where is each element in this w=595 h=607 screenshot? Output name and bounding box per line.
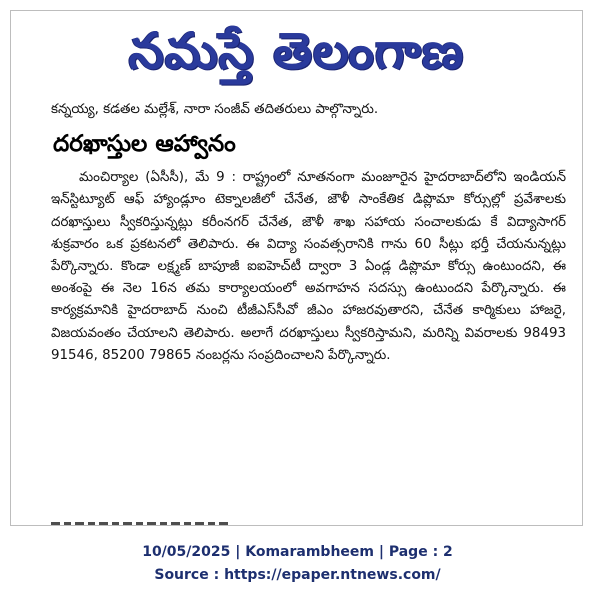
- previous-article-fragment: కన్నయ్య, కడతల మల్లేశ్, నారా సంజీవ్ తదితరులు పాల్గొన్నారు.: [51, 102, 379, 117]
- source-info: Source : https://epaper.ntnews.com/: [154, 567, 441, 583]
- edition-info: 10/05/2025 | Komarambheem | Page : 2: [142, 544, 453, 560]
- article-body: మంచిర్యాల (ఏసీసీ), మే 9 : రాష్ట్రంలో నూతనంగా మంజూరైన హైదరాబాద్‌లోని ఇండియన్ ఇన్‌స్టిట్యూట్ ఆఫ్ హ్యాండ్లూం టెక్నాలజీలో చేనేత, జౌళీ సాంకేతిక డిప్లొమా కోర్సుల్లో ప్రవేశాలకు దరఖాస్తులు స్వీకరిస్తున్నట్లు కరీంనగర్ చేనేత, జౌళీ శాఖ సహాయ సంచాలకుడు కే విద్యాసాగర్ శుక్రవారం ఒక ప్రకటనలో తెలిపారు. ఈ విద్యా సంవత్సరానికి గాను 60 సీట్లు భర్తీ చేయనున్నట్లు పేర్కొన్నారు. కొండా లక్ష్మణ్ బాపూజీ ఐఐహెచ్‌టీ ద్వారా 3 ఏండ్ల డిప్లొమా కోర్సు ఉంటుందని, ఈ అంశంపై ఈ నెల 16న తమ కార్యాలయంలో అవగాహన సదస్సు ఉంటుందని పేర్కొన్నారు. ఈ కార్యక్రమానికి హైదరాబాద్ నుంచి టీజీఎస్‌సీవో జీఎం హాజరవుతారని, చేనేత కార్మికులు హాజరై, విజయవంతం చేయాలని తెలిపారు. అలాగే దరఖాస్తులు స్వీకరిస్తామని, మరిన్ని వివరాలకు 98493 91546, 85200 79865 నంబర్లను సంప్రదించాలని పేర్కొన్నారు.: [51, 170, 566, 363]
- clipping-frame: [10, 10, 583, 526]
- masthead: [11, 15, 582, 93]
- article-column: [51, 99, 566, 367]
- next-article-cutoff: [51, 519, 231, 526]
- column-divider: [582, 107, 583, 526]
- article-headline: దరఖాస్తుల ఆహ్వానం: [53, 131, 236, 158]
- clipping-footer: [0, 541, 595, 587]
- masthead-logo: నమస్తే తెలంగాణ: [128, 22, 465, 80]
